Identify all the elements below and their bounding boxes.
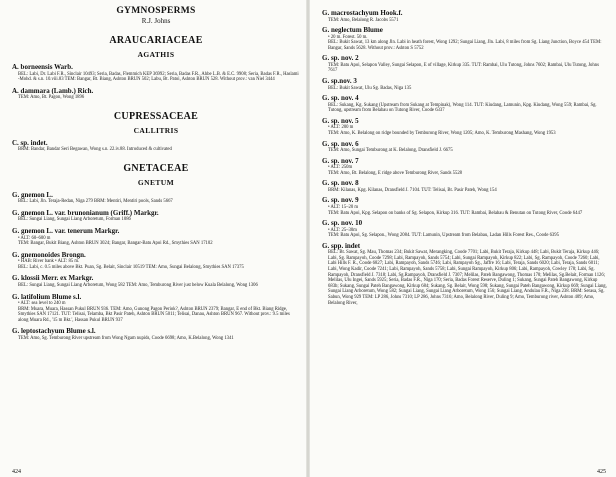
species-name: G. sp. nov. 4	[322, 94, 359, 103]
left-page	[12, 6, 300, 468]
species-entry	[322, 179, 608, 193]
right-page	[322, 6, 608, 468]
section-title: GYMNOSPERMS	[116, 6, 196, 16]
species-habitat: • 20 m. Forest. 50 m.	[328, 34, 368, 40]
species-specimens: TEM: Amo, Belalong R. Jacobs 5571	[328, 17, 399, 23]
species-entry	[322, 54, 608, 74]
species-entry	[12, 209, 300, 223]
species-entry	[322, 9, 608, 23]
genus-heading: CALLITRIS	[133, 125, 179, 135]
species-specimens: BEL: Sungai Liang, Sungai Liang Arboretum, Forman 1086	[18, 217, 131, 223]
species-name: G. klossii Merr. ex Markgr.	[12, 274, 94, 283]
species-name: G. neglectum Blume	[322, 26, 383, 35]
species-specimens: TEM: Batu Apoi, Selapon Valley, Sungai Selapon, E of village, Kirkup 335. TUT: Rambai, Ulu Tutong, Johns 7602; Rambai, Ulu Tutong, Johns 7617	[328, 62, 599, 74]
genus-heading: GNETUM	[137, 177, 175, 187]
species-entry	[12, 139, 300, 153]
species-list	[322, 9, 608, 306]
species-specimens: BEL: Bt. Sawat, Sg. Mau, Thomas 234; Bukit Sawat, Merangking, Coode 7701; Labi, Bukit Teraja, Kirkup 448; Labi, Bukit Teraja, Kirkup 446; Labi, Sg. Rampayoh, Coode 7298; Labi, Rampayoh, Sands 5754; Labi, Sungai Rampayoh, Kirkup 822; Labi, Sg. Rampayoh, Coode 7260; Labi, Labi Hills F. R., Coode 6827; Labi, Rampayoh, Sands 5746; Labi, Rampayoh Sg., Jaffre 16; Labi, Teraja, Sands 6020; Labi, Teraja, Sands 6011; Labi, Wong Kadir, Coode 7241; Labi, Rampayoh, Sands 5758; Labi, Sungai Rampayoh, Kirkup 806; Labi, Rampayoh, Cowley 178; Labi, Sg. Rampayoh, Dransfield J. 7318; Labi, Sg.Rampayoh, Dransfield J. 7307; Melilas, Pateh Bangawong, Thomas 170; Melilas, Sg.Belait, Forman 1126; Melilas, Ulu Ingei, Sands 5925; Seria, Badas F.R., Niga 170; Seria, Badas Forest Reserve, Duling 1; Sukang, Sungai Pateh Bangawong, Kirkup 683b; Sukang, Sungai Pateh Bangawong, Kirkup 684; Sukang, Sg. Belait, Wong 598; Sukang, Sungai Pateh Bangawong, Kirkup 669; Sungai Liang, Sungai Liang Arboretum, Wong 582; Sungai Liang, Sungai Liang Arboretum, Wong 156; Sungai Liang, Andulau F.R., Niga 238. BRM: Serasa, Sg. Sabun, Wong 929 TEM: LP 286, Johns 7310; LP 286, Johns 7316; Amo, Belalong River, Duling 9; Amo, Temburong river, Ashton 409; Amo, Belalong River,	[328, 250, 607, 306]
species-specimens: TEM: Batu Apoi, Sg. Selapon., Wong 2084. TUT: Lamunin, Upstream from Belabau, Ladan Hills Forest Res., Coode 6395	[328, 233, 559, 239]
section-author: R.J. Johns	[141, 17, 171, 25]
species-habitat: • ALT: 25–30m	[328, 227, 357, 233]
species-entry	[12, 251, 300, 271]
species-entry	[322, 77, 608, 91]
species-name: G. leptostachyum Blume s.l.	[12, 327, 96, 336]
species-name: G. sp. nov. 8	[322, 179, 359, 188]
species-specimens: TEM: Amo, Bt. Belalong, E ridge above Temburong River, Sands 5528	[328, 170, 463, 176]
species-entry	[322, 196, 608, 216]
species-name: G. sp. nov. 6	[322, 139, 359, 148]
species-habitat: • HAB: River bank • ALT: 85 m.	[18, 259, 80, 265]
page-fold	[306, 0, 310, 477]
species-specimens: TEM: Batu Apoi, Kpg. Selapon on banks of Sg. Selapon, Kirkup 316. TUT: Rambai, Belabau & Benutan on Tutong River, Coode 6447	[328, 210, 583, 216]
species-habitat: • ALT: 15–20 m	[328, 204, 359, 210]
family-list	[12, 35, 300, 342]
species-name: G. sp. nov. 9	[322, 196, 359, 205]
species-name: G. gnemon L. var. brunonianum (Griff.) Markgr.	[12, 208, 159, 217]
family-heading: GNETACEAE	[123, 162, 189, 174]
species-entry	[322, 94, 608, 114]
species-entry	[12, 63, 300, 83]
species-entry	[322, 26, 608, 51]
species-specimens: TEM: Amo, Sungai Temburong at K. Belalong, Dransfield J. 6675	[328, 148, 453, 154]
species-name: G. macrostachyum Hook.f.	[322, 9, 403, 17]
species-specimens: TEM: Bangar, Bukit Biang, Ashton BRUN 3024; Bangar, Bangar-Batu Apoi Rd., Smythies SAN 17102	[18, 241, 213, 247]
species-entry	[322, 157, 608, 177]
family-heading: CUPRESSACEAE	[113, 110, 199, 122]
species-entry	[12, 293, 300, 324]
species-entry	[322, 242, 608, 306]
page-number-left: 424	[12, 469, 21, 475]
species-entry	[322, 140, 608, 154]
species-name: A. dammara (Lamb.) Rich.	[12, 86, 94, 95]
species-habitat: • ALT: sea level to 240 m	[18, 301, 66, 307]
species-specimens: BEL: Sungai Liang, Sungai Liang Arboretum, Wong 582 TEM: Amo, Temburong River just below Kuala Belalong, Wong 1306	[18, 282, 258, 288]
species-entry	[12, 87, 300, 101]
species-specimens: TEM: Amo, Bt. Pagon, Wong 1896	[18, 95, 85, 101]
page-number-right: 425	[597, 469, 606, 475]
species-name: C. sp. indet.	[12, 138, 48, 147]
species-entry	[322, 219, 608, 239]
species-entry	[12, 274, 300, 288]
species-habitat: • ALT: 200 m	[328, 125, 354, 131]
species-entry	[12, 327, 300, 341]
species-name: G. sp. nov. 5	[322, 116, 359, 125]
species-name: G. gnemon L. var. tenerum Markgr.	[12, 227, 120, 236]
species-name: G. gnemonoides Brongn.	[12, 250, 86, 259]
species-name: G. latifolium Blume s.l.	[12, 292, 82, 301]
species-specimens: BEL: Sukang, Kg. Sukang (Upstream from Sukang at Tempinak), Wong 114. TUT: Kiudang, Lamunin, Kpg. Kiudang, Wong 559; Rambai, Sg. Tutong, upstream from Belabau on Tutong River, Coode 6337	[328, 102, 597, 114]
species-entry	[322, 117, 608, 137]
genus-heading: AGATHIS	[137, 50, 175, 59]
species-specimens: BEL: Bukit Sawat, Ulu Sg. Badas, Niga 135	[328, 85, 412, 91]
species-name: G. sp.nov. 3	[322, 77, 357, 86]
species-specimens: BRM: Kilanas, Kpg. Kilanas, Dransfield J. 7104. TUT: Telisai, Bt. Pasir Pateh, Wong 154	[328, 187, 497, 193]
species-entry	[12, 227, 300, 247]
species-specimens: BRM: Muara, Muara, Hassan Pukul BRUN 936. TEM: Amo, Gunong Pagon Periok?, Ashton BRUN 2379; Bangar, E end of Bkt. Biang Ridge, Smythies SAN 17121. TUT: Telisai, Telamba, Bkt Pasir Pateh, Ashton BRUN 5011; Telisai, Danau, Ashton BRUN 967. Without prov.: 9.5 miles along Muara Rd., '15 m Bkt.', Hassan Pukul BRUN 937	[18, 306, 290, 323]
species-specimens: TEM: Amo, K. Belalong on ridge bounded by Temburong River, Wong 1205; Amo, K. Temburong Mashang, Wong 1953	[328, 130, 556, 136]
species-name: G. gnemon L.	[12, 190, 53, 199]
species-specimens: BEL: Labi, Jln. Teraja-Redan, Niga 279 BRM: Mentiri, Mentiri pools, Sands 5667	[18, 199, 173, 205]
species-name: G. sp. nov. 10	[322, 219, 363, 228]
species-name: G. sp. nov. 7	[322, 156, 359, 165]
species-habitat: • ALT: 250m	[328, 165, 353, 171]
species-specimens: BEL: Labi, Dr. Labi F.R., Sinclair 10493; Seria, Badas, Flemmich KEP 36992; Seria, Badas F.R., Ahbe L.B. & E.C. 9908; Seria, Badas F.R., Haslami -Mohd. & s.n. 10.viii.83 TEM: Bangar, Bt. Biang, Ashton BRUN 502; Labu, Bt. Patoi, Ashton BRUN 528. Without prov.: van Niel 3444	[18, 71, 299, 83]
species-habitat: • ALT: 60–600 m	[18, 235, 51, 241]
species-specimens: BRM: Bandar, Bandar Seri Begawan, Wong s.n. 22.iv.88. Introduced & cultivated	[18, 147, 172, 153]
family-heading: ARAUCARIACEAE	[109, 35, 203, 46]
species-specimens: TEM: Amo, Sg. Temburong River upstream from Wong Ngam nupids, Coode 6698; Amo, K.Belalong, Wong 1341	[18, 335, 234, 341]
species-entry	[12, 191, 300, 205]
species-name: G. sp. nov. 2	[322, 54, 359, 63]
species-specimens: BEL: Bukit Sawat, 13 km along Jln. Labi in heath forest, Wong 1292; Sungai Liang, Jln. Labi, 8 miles from Sg. Liang Junction, Boyce 454 TEM: Bangar, Sands 5628. Without prov.: Ashton S 5752	[328, 40, 602, 51]
species-name: A. borneensis Warb.	[12, 63, 73, 71]
species-name: G. spp. indet	[322, 241, 361, 250]
species-specimens: BEL: Labi, c. 0.5 miles above Bkt. Puan, Sg. Belait, Sinclair 10519 TEM: Amo, Sungai Belalong, Smythies SAN 17375	[18, 264, 244, 270]
